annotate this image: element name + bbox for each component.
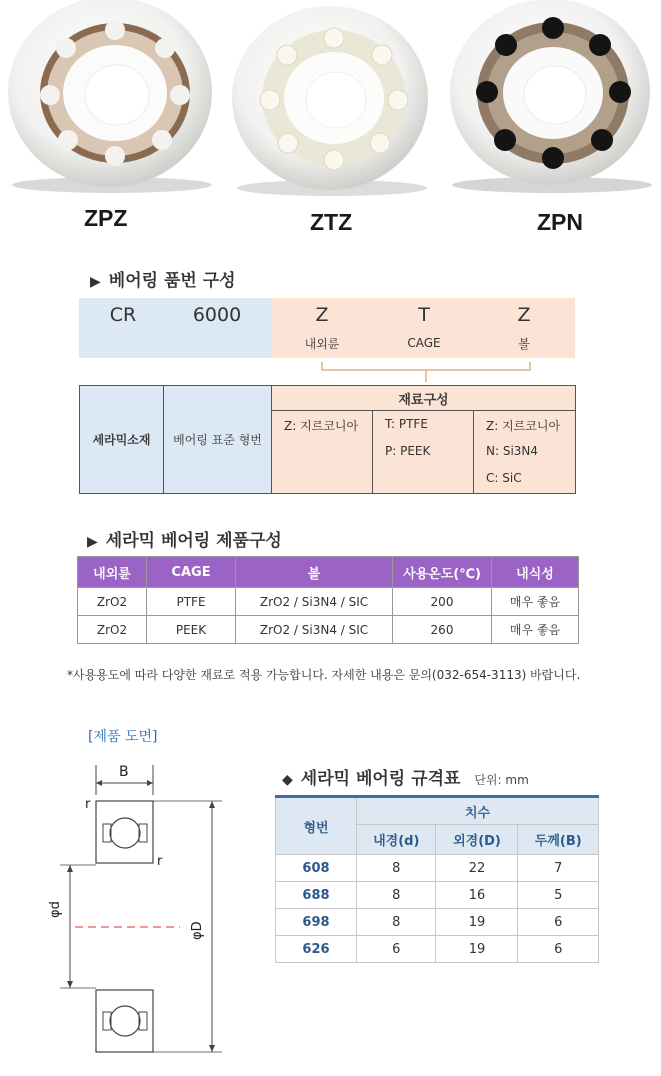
code-ball: Z (517, 304, 531, 326)
material-table (79, 385, 576, 494)
product-label-zpz: ZPZ (84, 205, 128, 231)
comp-cell: PEEK (147, 616, 236, 644)
spec-sub-header: 두께(B) (518, 825, 599, 855)
spec-title: ◆ 세라믹 베어링 규격표 단위: mm (282, 769, 529, 789)
table-row (78, 588, 579, 616)
spec-model: 688 (276, 882, 357, 909)
product-label-zpn: ZPN (537, 209, 583, 235)
spec-cell: 6 (518, 909, 599, 936)
diamond-bullet-icon: ◆ (282, 772, 293, 788)
code-race: Z (315, 304, 329, 326)
bearing-drawing (40, 755, 240, 1065)
spec-cell: 19 (436, 909, 518, 936)
product-photos (0, 0, 661, 205)
comp-header: 사용온도(℃) (393, 557, 492, 588)
label-radius-top: r (85, 797, 91, 812)
comp-cell: PTFE (147, 588, 236, 616)
spec-cell: 8 (357, 882, 436, 909)
code-cr: CR (109, 304, 137, 326)
label-radius-mid: r (157, 854, 163, 869)
spec-model: 698 (276, 909, 357, 936)
spec-model-header: 형번 (276, 797, 357, 855)
spec-cell: 6 (518, 936, 599, 963)
caption-ball: 볼 (518, 336, 530, 351)
spec-sub-header: 외경(D) (436, 825, 518, 855)
table-row (276, 855, 599, 882)
comp-cell: ZrO2 / Si3N4 / SIC (236, 588, 393, 616)
table-row (78, 616, 579, 644)
material-race-cell (271, 410, 373, 494)
spec-cell: 7 (518, 855, 599, 882)
caption-race: 내외륜 (304, 336, 340, 351)
comp-cell: ZrO2 / Si3N4 / SIC (236, 616, 393, 644)
table-row (276, 909, 599, 936)
material-cage-cell (372, 410, 474, 494)
spec-cell: 8 (357, 909, 436, 936)
spec-dim-header: 치수 (357, 797, 599, 825)
composition-table (77, 556, 579, 644)
comp-header: CAGE (147, 557, 236, 588)
material-race-option: Z: 지르코니아 (284, 419, 359, 433)
table-row (276, 882, 599, 909)
material-col-ceramic: 세라믹소재 (79, 385, 164, 494)
bracket-connector (318, 358, 538, 384)
material-col-standard: 베어링 표준 형번 (163, 385, 272, 494)
material-ball-option: C: SiC (486, 471, 522, 485)
usage-note: *사용용도에 따라 다양한 재료로 적용 가능합니다. 자세한 내용은 문의(032-654-3113) 바랍니다. (67, 668, 581, 682)
label-outer-diameter: φD (190, 921, 205, 940)
spec-cell: 16 (436, 882, 518, 909)
comp-header: 내식성 (492, 557, 579, 588)
spec-unit: 단위: mm (474, 773, 529, 787)
comp-cell: 200 (393, 588, 492, 616)
material-ball-option: N: Si3N4 (486, 444, 539, 458)
spec-model: 626 (276, 936, 357, 963)
material-ball-option: Z: 지르코니아 (486, 419, 561, 433)
code-6000: 6000 (192, 304, 242, 326)
material-cage-option: T: PTFE (385, 417, 428, 431)
material-cage-option: P: PEEK (385, 444, 431, 458)
spec-cell: 8 (357, 855, 436, 882)
spec-sub-header: 내경(d) (357, 825, 436, 855)
spec-table (275, 795, 599, 963)
composition-title: ▶ 세라믹 베어링 제품구성 (87, 531, 282, 551)
comp-header: 내외륜 (78, 557, 147, 588)
spec-model: 608 (276, 855, 357, 882)
code-cage: T (418, 304, 430, 326)
comp-cell: 매우 좋음 (492, 616, 579, 644)
label-inner-diameter: φd (48, 901, 63, 918)
part-number-title: ▶ 베어링 품번 구성 (90, 271, 236, 291)
spec-cell: 5 (518, 882, 599, 909)
product-label-ztz: ZTZ (310, 209, 353, 235)
spec-cell: 6 (357, 936, 436, 963)
table-row (276, 936, 599, 963)
comp-cell: ZrO2 (78, 588, 147, 616)
spec-cell: 19 (436, 936, 518, 963)
comp-header: 볼 (236, 557, 393, 588)
comp-cell: 매우 좋음 (492, 588, 579, 616)
spec-cell: 22 (436, 855, 518, 882)
material-ball-cell (473, 410, 576, 494)
drawing-title: [제품 도면] (88, 729, 158, 745)
material-header: 재료구성 (271, 385, 576, 411)
triangle-bullet-icon: ▶ (90, 274, 101, 290)
triangle-bullet-icon: ▶ (87, 534, 98, 550)
caption-cage: CAGE (407, 336, 441, 350)
comp-cell: ZrO2 (78, 616, 147, 644)
comp-cell: 260 (393, 616, 492, 644)
label-width-b: B (119, 764, 129, 780)
